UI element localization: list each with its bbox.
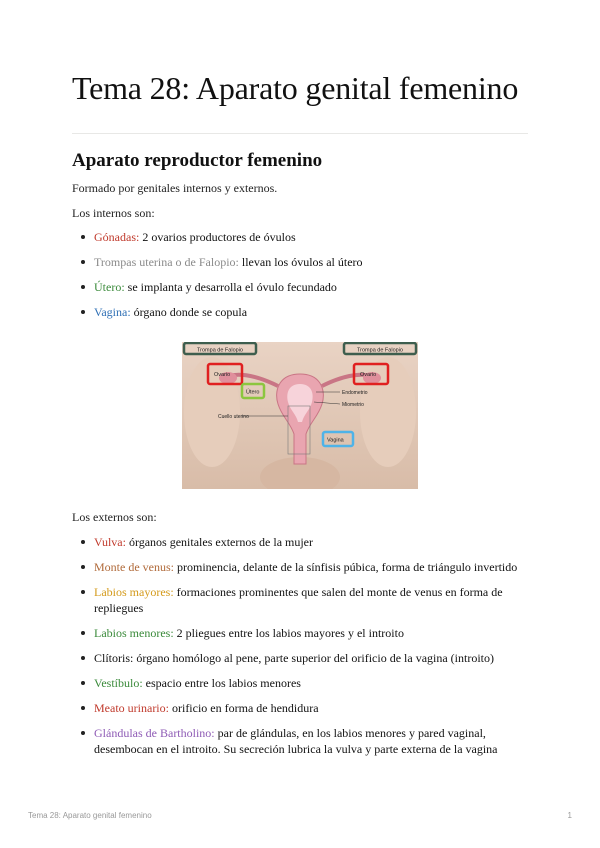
list-item (72, 279, 528, 295)
list-item (72, 254, 528, 270)
list-item (72, 534, 528, 550)
label-endometrio: Endometrio (342, 390, 368, 396)
external-organs-list (72, 534, 528, 766)
term-label: Vagina: (94, 305, 131, 319)
internal-organs-list (72, 229, 528, 329)
anatomy-figure (182, 342, 418, 489)
term-label: Monte de venus: (94, 560, 174, 574)
list-item (72, 304, 528, 320)
label-miometrio: Miometrio (342, 402, 364, 408)
list-item (72, 229, 528, 245)
term-description: se implanta y desarrolla el óvulo fecundado (124, 280, 337, 294)
term-label: Glándulas de Bartholino: (94, 726, 215, 740)
label-trompa-right: Trompa de Falopio (357, 347, 403, 354)
page-title: Tema 28: Aparato genital femenino (72, 70, 519, 106)
list-item (72, 700, 528, 716)
term-description: formaciones prominentes que salen del monte de venus en forma de repliegues (94, 585, 503, 615)
term-description: órganos genitales externos de la mujer (125, 535, 314, 549)
label-utero: Útero (246, 389, 260, 396)
term-label: Gónadas: (94, 230, 140, 244)
footer-page-number: 1 (567, 811, 572, 820)
term-description: espacio entre los labios menores (142, 676, 301, 690)
term-description: prominencia, delante de la sínfisis púbica, forma de triángulo invertido (174, 560, 518, 574)
term-description: órgano donde se copula (130, 305, 248, 319)
term-label: Trompas uterina o de Falopio: (94, 255, 239, 269)
list-item (72, 675, 528, 691)
term-description: llevan los óvulos al útero (238, 255, 363, 269)
list-item (72, 559, 528, 575)
term-description: Clítoris: órgano homólogo al pene, parte superior del orificio de la vagina (introito) (94, 651, 495, 665)
list-item (72, 584, 528, 616)
list-item (72, 625, 528, 641)
list-item (72, 650, 528, 666)
label-ovario-right: Ovario (360, 372, 377, 378)
external-intro: Los externos son: (72, 510, 157, 524)
term-label: Vestíbulo: (94, 676, 143, 690)
term-label: Útero: (94, 280, 125, 294)
term-description: 2 pliegues entre los labios mayores y el introito (173, 626, 404, 640)
intro-paragraph: Formado por genitales internos y externos. (72, 181, 278, 195)
term-description: 2 ovarios productores de óvulos (139, 230, 296, 244)
label-ovario-left: Ovario (214, 372, 231, 378)
list-item (72, 725, 528, 757)
term-label: Meato urinario: (94, 701, 169, 715)
term-label: Labios menores: (94, 626, 174, 640)
internal-intro: Los internos son: (72, 206, 155, 220)
term-label: Labios mayores: (94, 585, 174, 599)
footer-title: Tema 28: Aparato genital femenino (28, 811, 152, 820)
label-vagina: Vagina (327, 437, 344, 444)
label-cuello: Cuello uterino (218, 414, 249, 420)
term-label: Vulva: (94, 535, 126, 549)
section-heading: Aparato reproductor femenino (72, 150, 323, 171)
term-description: orificio en forma de hendidura (168, 701, 319, 715)
divider (72, 133, 528, 134)
label-trompa-left: Trompa de Falopio (197, 347, 243, 354)
term-description: par de glándulas, en los labios menores y pared vaginal, desembocan en el introito. Su secreción lubrica la vulva y parte externa de la vagina (94, 726, 498, 756)
